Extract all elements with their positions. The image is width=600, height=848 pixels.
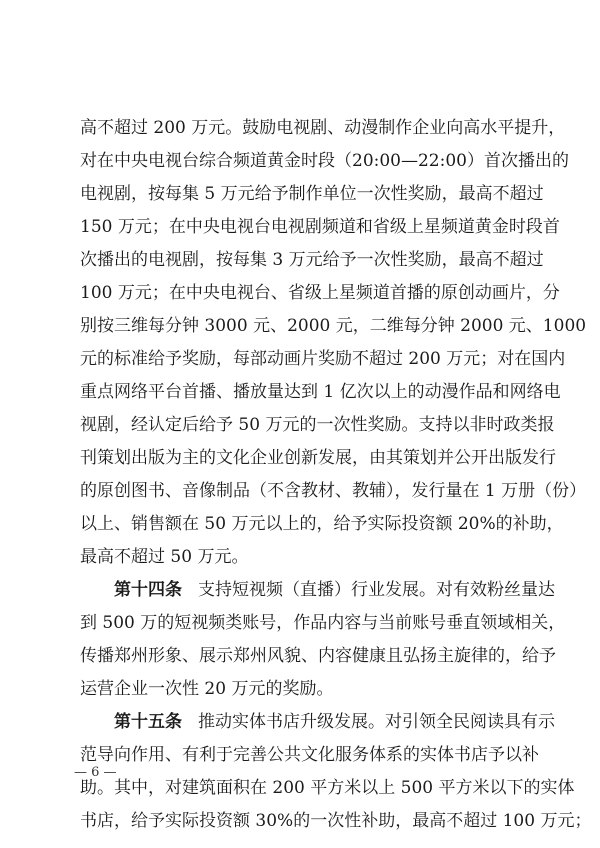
text-line: 重点网络平台首播、播放量达到 1 亿次以上的动漫作品和网络电 (80, 382, 561, 402)
text-line: 运营企业一次性 20 万元的奖励。 (80, 679, 334, 699)
text-line: 刊策划出版为主的文化企业创新发展，由其策划并公开出版发行 (80, 448, 556, 468)
text-line: 范导向作用、有利于完善公共文化服务体系的实体书店予以补 (80, 745, 539, 765)
text-line: 元的标准给予奖励，每部动画片奖励不超过 200 万元；对在国内 (80, 349, 566, 369)
text-line: 对在中央电视台综合频道黄金时段（20:00—22:00）首次播出的 (80, 151, 569, 171)
text-line: 电视剧，按每集 5 万元给予制作单位一次性奖励，最高不超过 (80, 184, 544, 204)
article-14-text: 支持短视频（直播）行业发展。对有效粉丝量达 (198, 580, 555, 600)
text-line: 的原创图书、音像制品（不含教材、教辅），发行量在 1 万册（份） (80, 481, 587, 501)
text-line: 助。其中，对建筑面积在 200 平方米以上 500 平方米以下的实体 (80, 778, 575, 798)
article-15-heading: 第十五条 (114, 712, 182, 732)
text-line: 高不超过 200 万元。鼓励电视剧、动漫制作企业向高水平提升， (80, 118, 566, 138)
text-line: 传播郑州形象、展示郑州风貌、内容健康且弘扬主旋律的，给予 (80, 646, 556, 666)
text-line: 视剧，经认定后给予 50 万元的一次性奖励。支持以非时政类报 (80, 415, 555, 435)
text-line: 150 万元；在中央电视台电视剧频道和省级上星频道黄金时段首 (80, 217, 560, 237)
text-line: 到 500 万的短视频类账号，作品内容与当前账号垂直领域相关， (80, 613, 566, 633)
text-line: 次播出的电视剧，按每集 3 万元给予一次性奖励，最高不超过 (80, 250, 544, 270)
article-14-first-line (114, 578, 555, 602)
article-15-first-line (114, 710, 555, 734)
text-line: 以上、销售额在 50 万元以上的，给予实际投资额 20%的补助， (80, 514, 564, 534)
text-line: 100 万元；在中央电视台、省级上星频道首播的原创动画片，分 (80, 283, 560, 303)
page-number: — 6 — (74, 765, 117, 780)
text-line: 别按三维每分钟 3000 元、2000 元，二维每分钟 2000 元、1000 (80, 316, 587, 336)
article-14-heading: 第十四条 (114, 580, 182, 600)
text-line: 书店，给予实际投资额 30%的一次性补助，最高不超过 100 万元； (80, 811, 592, 831)
text-line: 最高不超过 50 万元。 (80, 547, 249, 567)
article-15-text: 推动实体书店升级发展。对引领全民阅读具有示 (198, 712, 555, 732)
